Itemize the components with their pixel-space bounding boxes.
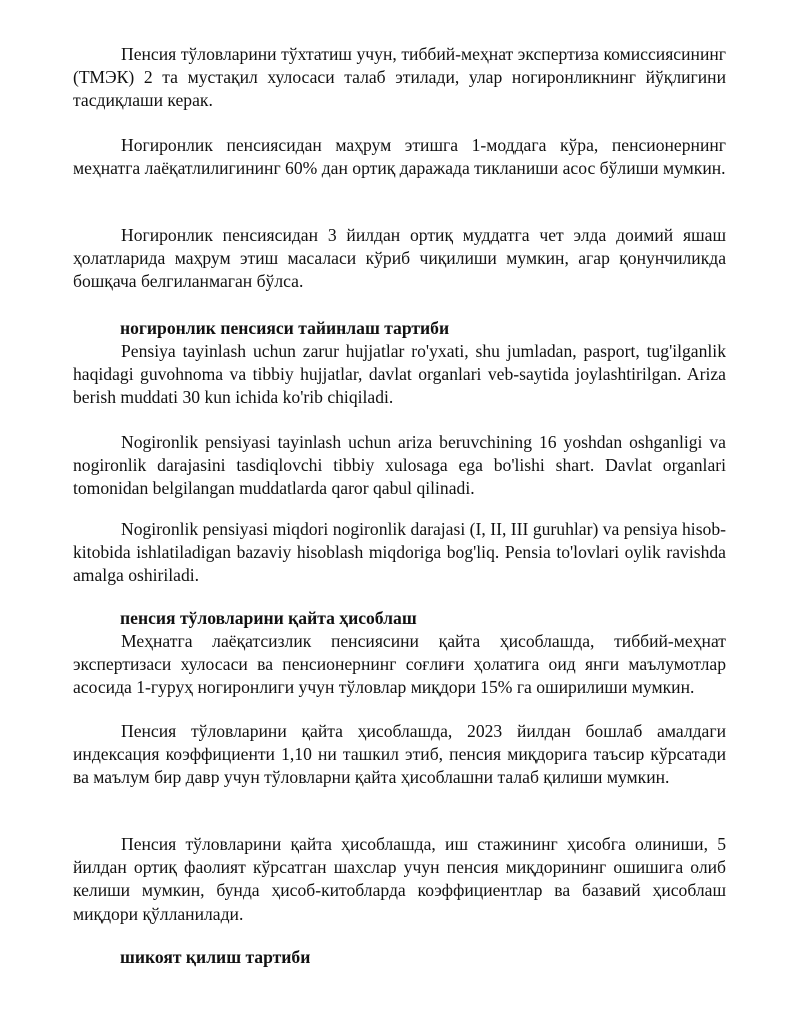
paragraph-recalc-disability: Меҳнатга лаёқатсизлик пенсиясини қайта ҳисоблашда, тиббий-меҳнат экспертизаси хулосаси ва пенсионернинг соғлиғи ҳолатига оид янги маълумотлар асосида 1-гуруҳ ногиронлиги учун тўловлар миқдори 15% га оширилиши мумкин. xyxy=(73,631,726,698)
paragraph-stop-payments: Пенсия тўловларини тўхтатиш учун, тиббий-меҳнат экспертиза комиссиясининг (ТМЭК) 2 та мустақил хулосаси талаб этилади, улар ногиронликнинг йўқлигини тасдиқлаши керак. xyxy=(73,44,726,111)
heading-pension-assignment: ногиронлик пенсияси тайинлаш тартиби xyxy=(120,318,450,338)
paragraph-recalc-experience: Пенсия тўловларини қайта ҳисоблашда, иш стажининг ҳисобга олиниши, 5 йилдан ортиқ фаолият кўрсатган шахслар учун пенсия миқдорининг ошишига олиб келиши мумкин, бунда ҳисоб-китобларда коэффициентлар ва базавий ҳисоблаш миқдори қўлланилади. xyxy=(73,834,726,924)
paragraph-deprivation-recovery: Ногиронлик пенсиясидан маҳрум этишга 1-моддага кўра, пенсионернинг меҳнатга лаёқатлилигининг 60% дан ортиқ даражада тикланиши асос бўлиши мумкин. xyxy=(73,135,726,179)
paragraph-pension-amount: Nogironlik pensiyasi miqdori nogironlik darajasi (I, II, III guruhlar) va pensiya hisob-kitobida ishlatiladigan bazaviy hisoblash miqdoriga bog'liq. Pensia to'lovlari oylik ravishda amalga oshiriladi. xyxy=(73,519,726,586)
paragraph-recalc-indexation: Пенсия тўловларини қайта ҳисоблашда, 2023 йилдан бошлаб амалдаги индексация коэффициенти 1,10 ни ташкил этиб, пенсия миқдорига таъсир кўрсатади ва маълум бир давр учун тўловларни қайта ҳисоблашни талаб қилиши мумкин. xyxy=(73,721,726,788)
heading-recalculation: пенсия тўловларини қайта ҳисоблаш xyxy=(120,608,417,628)
paragraph-applicant-age: Nogironlik pensiyasi tayinlash uchun ariza beruvchining 16 yoshdan oshganligi va nogironlik darajasini tasdiqlovchi tibbiy xulosaga ega bo'lishi shart. Davlat organlari tomonidan belgilangan muddatlarda qaror qabul qilinadi. xyxy=(73,432,726,499)
heading-complaint-procedure: шикоят қилиш тартиби xyxy=(120,947,311,967)
paragraph-deprivation-abroad: Ногиронлик пенсиясидан 3 йилдан ортиқ муддатга чет элда доимий яшаш ҳолатларида маҳрум этиш масаласи кўриб чиқилиши мумкин, агар қонунчиликда бошқача белгиланмаган бўлса. xyxy=(73,225,726,292)
paragraph-required-documents: Pensiya tayinlash uchun zarur hujjatlar ro'yxati, shu jumladan, pasport, tug'ilganlik haqidagi guvohnoma va tibbiy hujjatlar, davlat organlari veb-saytida joylashtirilgan. Ariza berish muddati 30 kun ichida ko'rib chiqiladi. xyxy=(73,341,726,408)
